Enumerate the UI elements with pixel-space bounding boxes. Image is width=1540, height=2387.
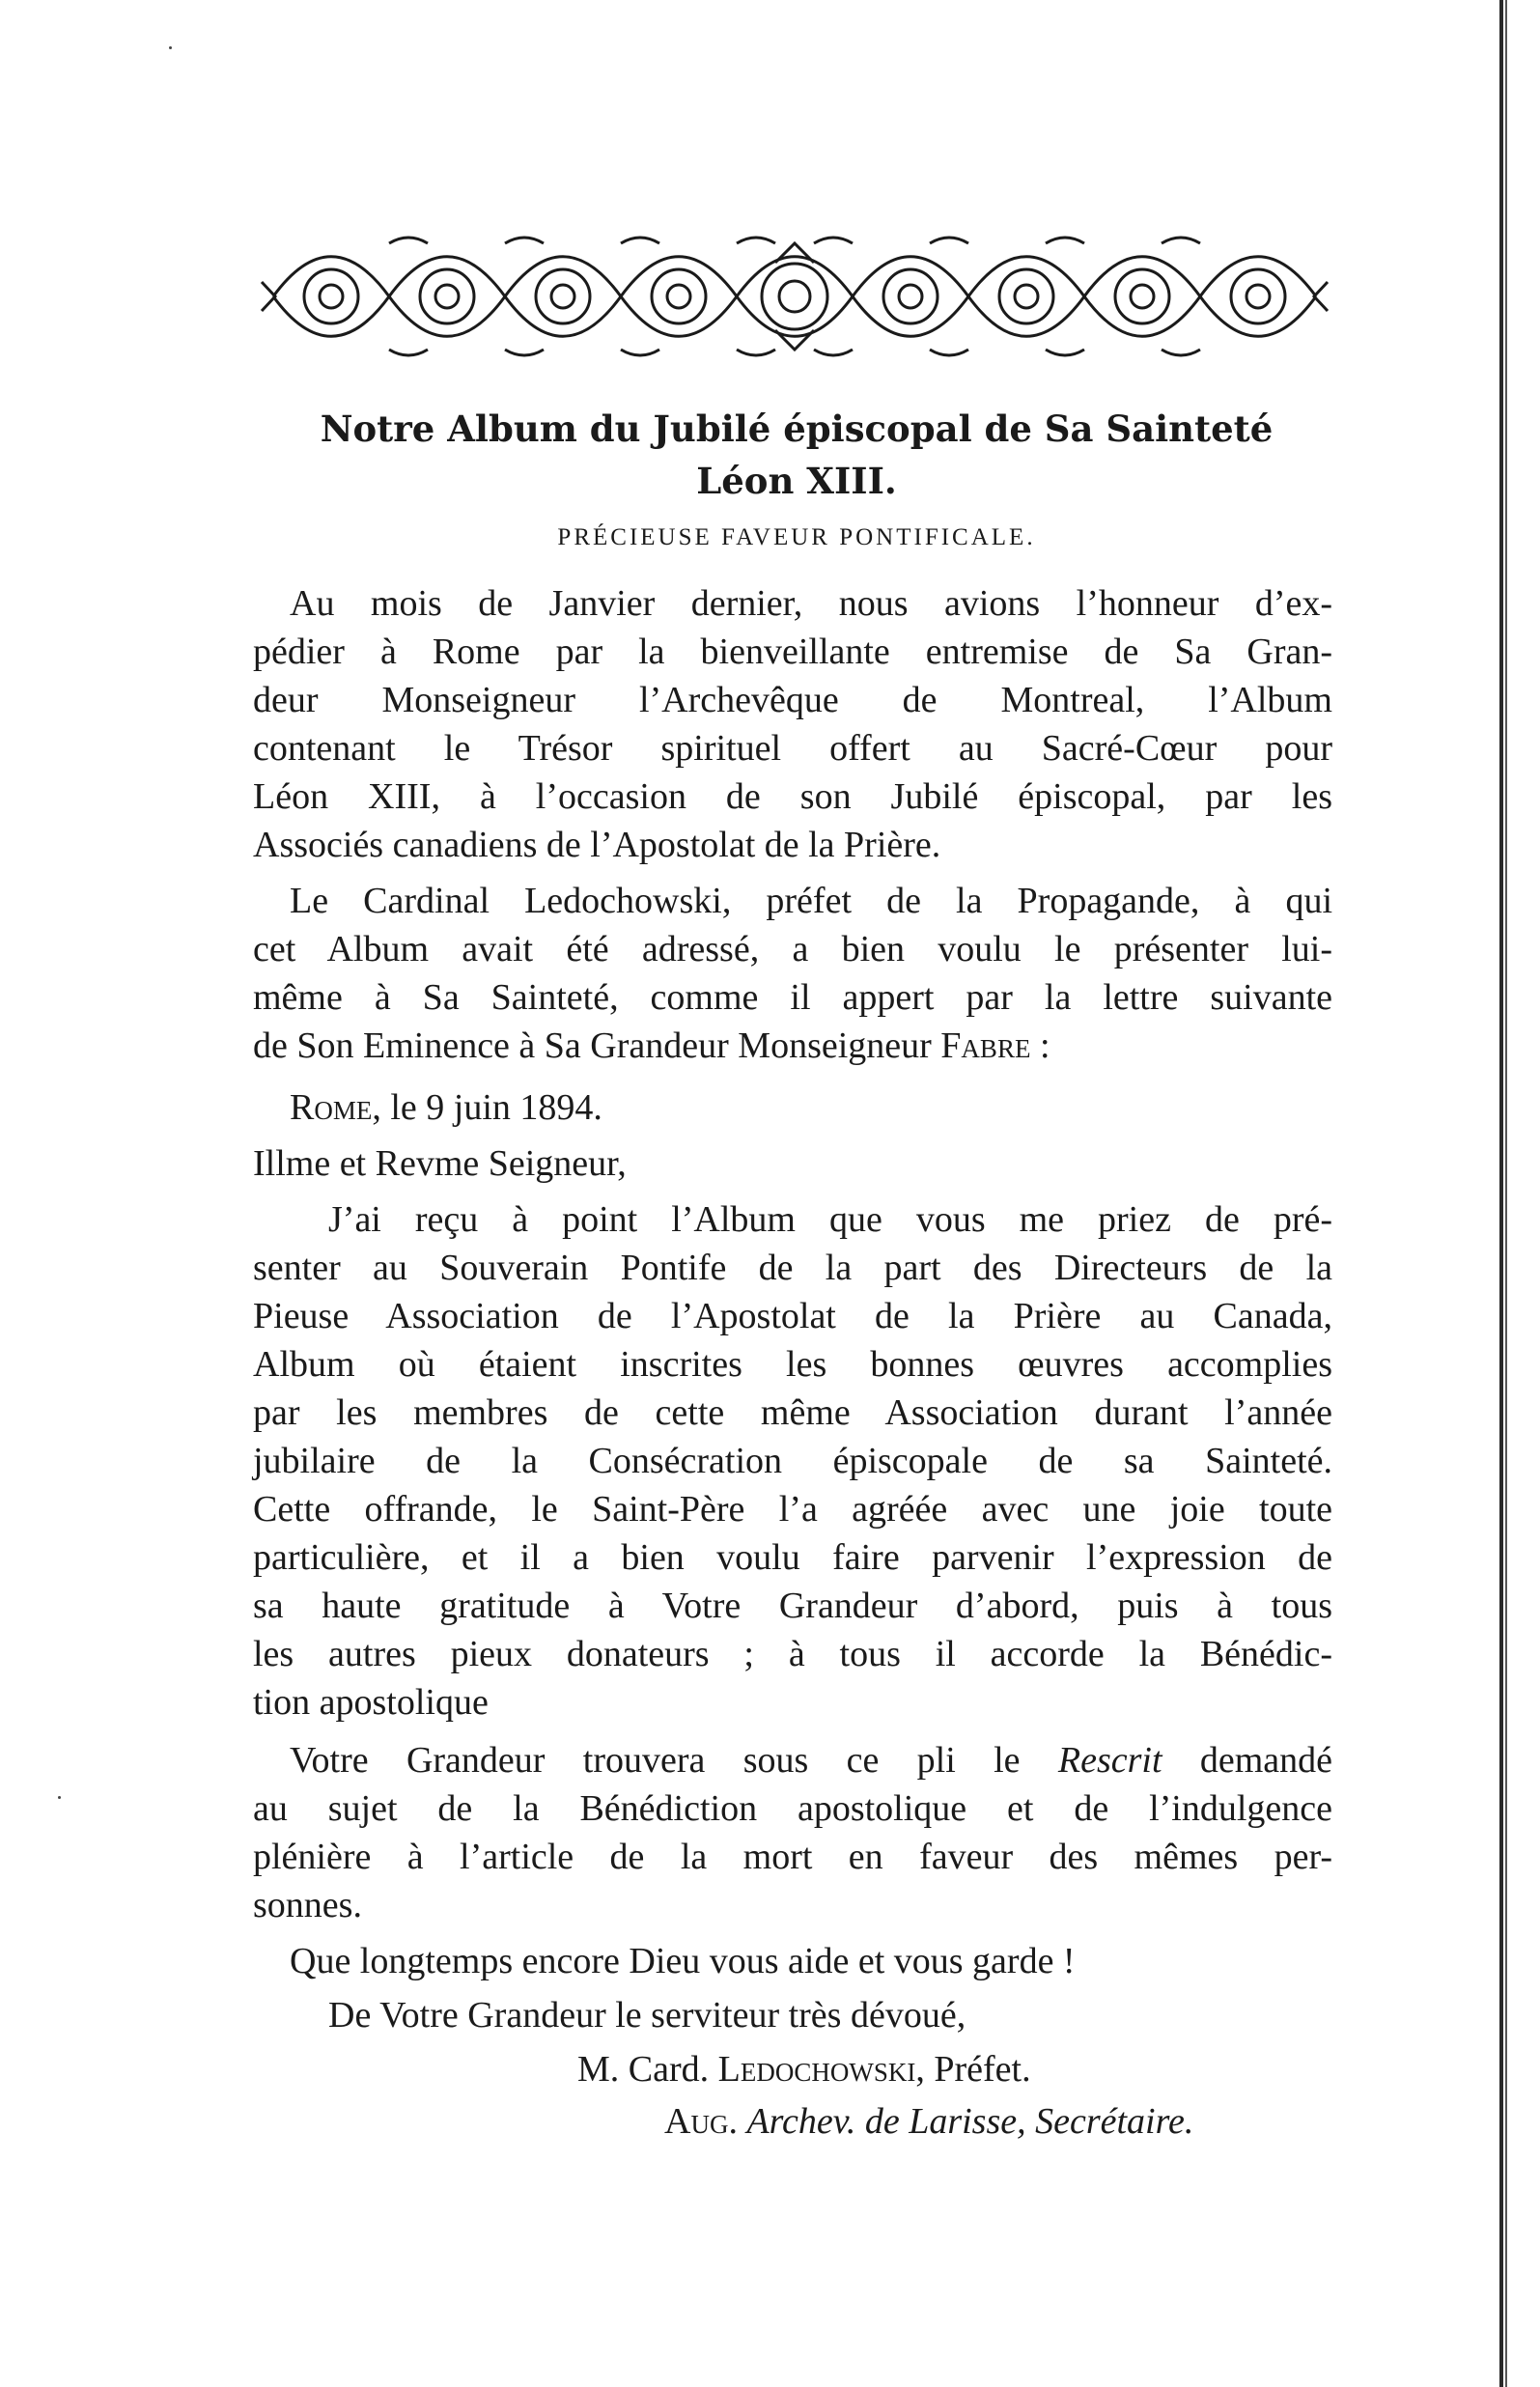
text-line: Cette offrande, le Saint-Père l’a agréée avec une joie toute bbox=[253, 1489, 1332, 1530]
text-line: Album où étaient inscrites les bonnes œuvres accomplies bbox=[253, 1344, 1332, 1385]
text-line bbox=[290, 1736, 1332, 1784]
text-line: tion apostolique bbox=[253, 1682, 489, 1723]
text-line: contenant le Trésor spirituel offert au Sacré-Cœur pour bbox=[253, 728, 1332, 769]
text-fragment: M. Card. bbox=[577, 2049, 718, 2090]
salutation: Illme et Revme Seigneur, bbox=[253, 1143, 627, 1184]
text-line: même à Sa Sainteté, comme il appert par la lettre suivante bbox=[253, 977, 1332, 1018]
name-ledochowski: Ledochowski bbox=[717, 2049, 916, 2090]
text-fragment: de Son Eminence à Sa Grandeur Monseigneur bbox=[253, 1025, 941, 1066]
text-line: sonnes. bbox=[253, 1885, 362, 1925]
text-fragment: Votre Grandeur trouvera sous ce pli le bbox=[290, 1740, 1058, 1781]
text-fragment: demandé bbox=[1162, 1740, 1333, 1781]
closing-wish: Que longtemps encore Dieu vous aide et vous garde ! bbox=[290, 1941, 1076, 1981]
text-line: cet Album avait été adressé, a bien voulu le présenter lui- bbox=[253, 929, 1332, 969]
text-line: Associés canadiens de l’Apostolat de la Prière. bbox=[253, 825, 941, 865]
dateline-city: Rome bbox=[290, 1087, 373, 1128]
name-fabre: Fabre bbox=[940, 1025, 1031, 1066]
text-line: par les membres de cette même Association durant l’année bbox=[253, 1392, 1332, 1433]
text-line: deur Monseigneur l’Archevêque de Montreal, l’Album bbox=[253, 680, 1332, 720]
text-line: particulière, et il a bien voulu faire parvenir l’expression de bbox=[253, 1537, 1332, 1578]
text-line: sa haute gratitude à Votre Grandeur d’abord, puis à tous bbox=[253, 1586, 1332, 1626]
italic-rescrit: Rescrit bbox=[1057, 1740, 1162, 1781]
text-line: jubilaire de la Consécration épiscopale de sa Sainteté. bbox=[253, 1441, 1332, 1481]
name-aug: Aug. bbox=[664, 2101, 738, 2142]
text-line: les autres pieux donateurs ; à tous il accorde la Bénédic- bbox=[253, 1634, 1332, 1674]
signature-secretary bbox=[664, 2097, 1193, 2146]
text-line: plénière à l’article de la mort en faveur des mêmes per- bbox=[253, 1837, 1332, 1877]
text-line: Le Cardinal Ledochowski, préfet de la Propagande, à qui bbox=[290, 881, 1332, 921]
scan-speck bbox=[58, 1796, 61, 1799]
text-fragment: : bbox=[1030, 1025, 1050, 1066]
scan-speck bbox=[169, 46, 172, 49]
text-line: senter au Souverain Pontife de la part des Directeurs de la bbox=[253, 1248, 1332, 1288]
page-edge-line bbox=[1499, 0, 1503, 2387]
title-line-1: Notre Album du Jubilé épiscopal de Sa Sainteté bbox=[320, 407, 1274, 450]
page-edge-shadow bbox=[1505, 0, 1507, 2387]
ornamental-header-band bbox=[254, 224, 1335, 369]
text-line: J’ai reçu à point l’Album que vous me priez de pré- bbox=[328, 1199, 1332, 1240]
title-line-2: Léon XIII. bbox=[696, 460, 897, 502]
closing-formula: De Votre Grandeur le serviteur très dévoué, bbox=[328, 1995, 966, 2036]
subtitle: PRÉCIEUSE FAVEUR PONTIFICALE. bbox=[557, 524, 1036, 550]
text-fragment: , Préfet. bbox=[915, 2049, 1031, 2090]
text-line: pédier à Rome par la bienveillante entremise de Sa Gran- bbox=[253, 632, 1332, 672]
text-line: au sujet de la Bénédiction apostolique et de l’indulgence bbox=[253, 1788, 1332, 1829]
secretary-title: Archev. de Larisse, Secrétaire. bbox=[746, 2101, 1194, 2142]
text-line: Au mois de Janvier dernier, nous avions l’honneur d’ex- bbox=[290, 583, 1332, 624]
dateline-date: , le 9 juin 1894. bbox=[372, 1087, 602, 1128]
text-line: Léon XIII, à l’occasion de son Jubilé épiscopal, par les bbox=[253, 776, 1332, 817]
dateline bbox=[290, 1083, 602, 1132]
text-line bbox=[253, 1022, 1050, 1070]
signature-prefect bbox=[577, 2045, 1031, 2093]
text-line: Pieuse Association de l’Apostolat de la Prière au Canada, bbox=[253, 1296, 1332, 1336]
